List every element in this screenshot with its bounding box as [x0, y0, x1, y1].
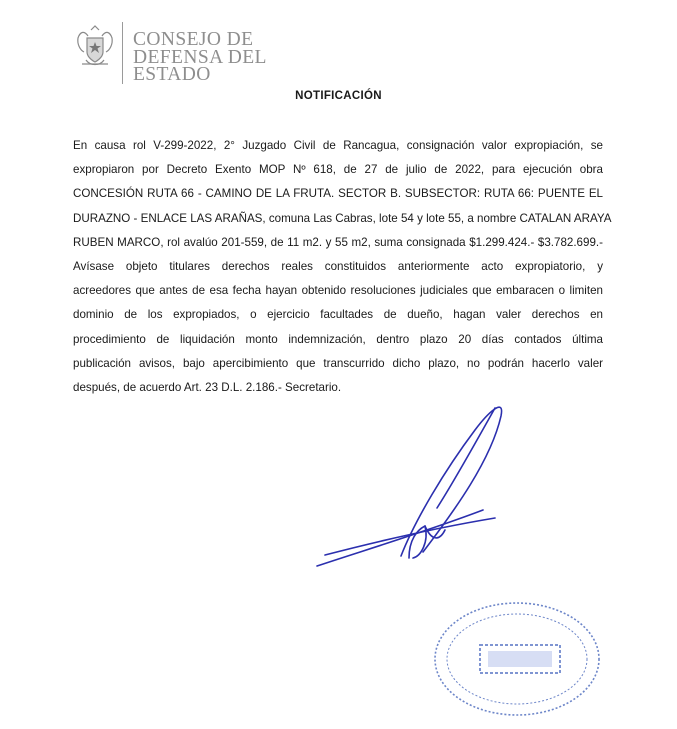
body-line: procedimiento de liquidación monto indemnización, dentro plazo 20 días contados última — [73, 332, 603, 346]
logo-line-1: CONSEJO DE — [133, 29, 254, 50]
institution-logo-text — [133, 31, 267, 84]
body-line: Avísase objeto titulares derechos reales constituidos anteriormente acto expropiatorio, y — [73, 259, 603, 273]
document-title: NOTIFICACIÓN — [295, 90, 382, 102]
body-line: DURAZNO - ENLACE LAS ARAÑAS, comuna Las Cabras, lote 54 y lote 55, a nombre CATALAN ARAYA — [73, 211, 612, 225]
handwritten-signature — [305, 380, 525, 580]
logo-line-2: DEFENSA DEL — [133, 46, 267, 68]
body-line: RUBEN MARCO, rol avalúo 201-559, de 11 m2. y 55 m2, suma consignada $1.299.424.- $3.782.699.- — [73, 235, 603, 249]
official-seal-stamp — [430, 595, 605, 720]
chile-coat-of-arms-logo — [74, 24, 116, 68]
body-line: CONCESIÓN RUTA 66 - CAMINO DE LA FRUTA. SECTOR B. SUBSECTOR: RUTA 66: PUENTE EL — [73, 187, 603, 201]
notification-body — [73, 134, 612, 400]
body-line: En causa rol V-299-2022, 2° Juzgado Civil de Rancagua, consignación valor expropiación, se — [73, 139, 603, 152]
body-line: publicación avisos, bajo apercibimiento que transcurrido dicho plazo, no podrán hacerlo valer — [73, 356, 603, 370]
logo-divider — [122, 22, 123, 84]
body-line: después, de acuerdo Art. 23 D.L. 2.186.- Secretario. — [73, 380, 342, 394]
body-line: expropiaron por Decreto Exento MOP Nº 618, de 27 de julio de 2022, para ejecución obra — [73, 163, 603, 177]
body-line: acreedores que antes de esa fecha hayan obtenido resoluciones judiciales que embaracen o limiten — [73, 284, 603, 298]
body-line: dominio de los expropiados, o ejercicio facultades de dueño, hagan valer derechos en — [73, 308, 603, 322]
logo-line-3: ESTADO — [133, 64, 211, 85]
